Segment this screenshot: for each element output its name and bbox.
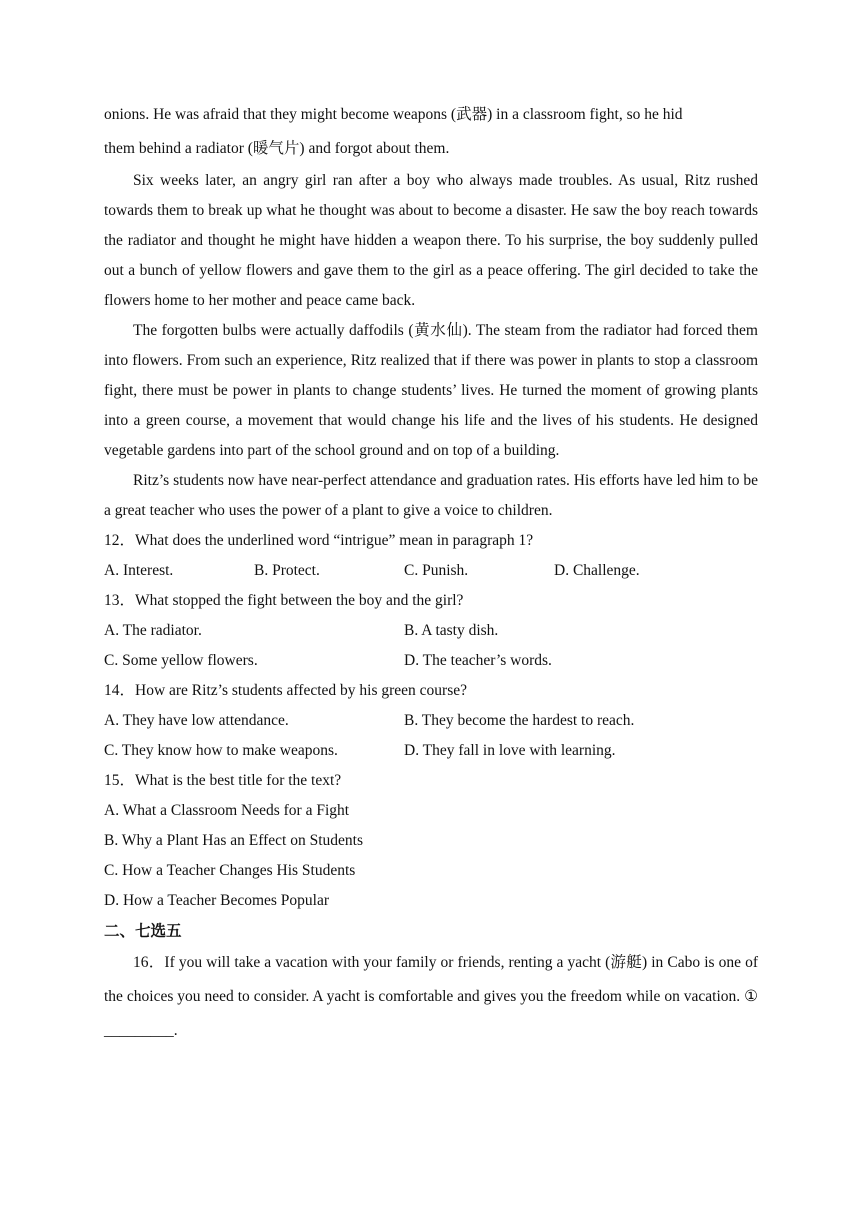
- option-a: A. What a Classroom Needs for a Fight: [104, 802, 350, 819]
- option-c: C. How a Teacher Changes His Students: [104, 862, 356, 879]
- passage-paragraph-2: Six weeks later, an angry girl ran after a boy who always made troubles. As usual, Ritz rushed towards them to break up what he thought was about to become a disaster. He saw the boy reach towards the radiator and thought he might have hidden a weapon there. To his surprise, the boy suddenly pulled out a bunch of yellow flowers and gave them to the girl as a peace offering. The girl decided to take the flowers home to her mother and peace came back.: [104, 172, 758, 309]
- option-c: C. Punish.: [404, 562, 469, 579]
- question-14: 14．How are Ritz’s students affected by his green course?: [104, 682, 467, 699]
- option-a: A. The radiator.: [104, 622, 202, 639]
- passage-paragraph-continued: [104, 98, 758, 166]
- passage-line: them behind a radiator (暖气片) and forgot about them.: [104, 140, 450, 157]
- option-a: A. They have low attendance.: [104, 712, 289, 729]
- option-d: D. The teacher’s words.: [404, 652, 552, 669]
- option-b: B. Why a Plant Has an Effect on Students: [104, 832, 364, 849]
- option-b: B. They become the hardest to reach.: [404, 712, 635, 729]
- option-c: C. They know how to make weapons.: [104, 742, 338, 759]
- option-d: D. Challenge.: [554, 562, 640, 579]
- option-c: C. Some yellow flowers.: [104, 652, 258, 669]
- option-b: B. A tasty dish.: [404, 622, 499, 639]
- passage-paragraph-4: Ritz’s students now have near-perfect attendance and graduation rates. His efforts have led him to be a great teacher who uses the power of a plant to give a voice to children.: [104, 472, 758, 519]
- document-page: [104, 98, 758, 1048]
- question-14-options-row1: [104, 706, 758, 736]
- passage-line: onions. He was afraid that they might become weapons (武器) in a classroom fight, so he hid: [104, 106, 683, 123]
- passage-paragraph-3: The forgotten bulbs were actually daffodils (黄水仙). The steam from the radiator had forced them into flowers. From such an experience, Ritz realized that if there was power in plants to stop a classroom fight, there must be power in plants to change students’ lives. He turned the moment of growing plants into a green course, a movement that would change his life and the lives of his students. He designed vegetable gardens into part of the school ground and on top of a building.: [104, 322, 758, 459]
- question-12: 12．What does the underlined word “intrigue” mean in paragraph 1?: [104, 532, 534, 549]
- question-13: 13．What stopped the fight between the boy and the girl?: [104, 592, 464, 609]
- question-13-options-row2: [104, 646, 758, 676]
- option-d: D. How a Teacher Becomes Popular: [104, 892, 330, 909]
- option-a: A. Interest.: [104, 562, 174, 579]
- question-14-options-row2: [104, 736, 758, 766]
- question-16-paragraph: 16．If you will take a vacation with your family or friends, renting a yacht (游艇) in Cabo is one of the choices you need to consider. A yacht is comfortable and gives you the freedom while on vacation. ① _________.: [104, 954, 758, 1039]
- question-12-options: [104, 556, 758, 586]
- option-d: D. They fall in love with learning.: [404, 742, 616, 759]
- section-heading: 二、七选五: [104, 922, 182, 940]
- question-15: 15．What is the best title for the text?: [104, 772, 342, 789]
- option-b: B. Protect.: [254, 562, 320, 579]
- question-13-options-row1: [104, 616, 758, 646]
